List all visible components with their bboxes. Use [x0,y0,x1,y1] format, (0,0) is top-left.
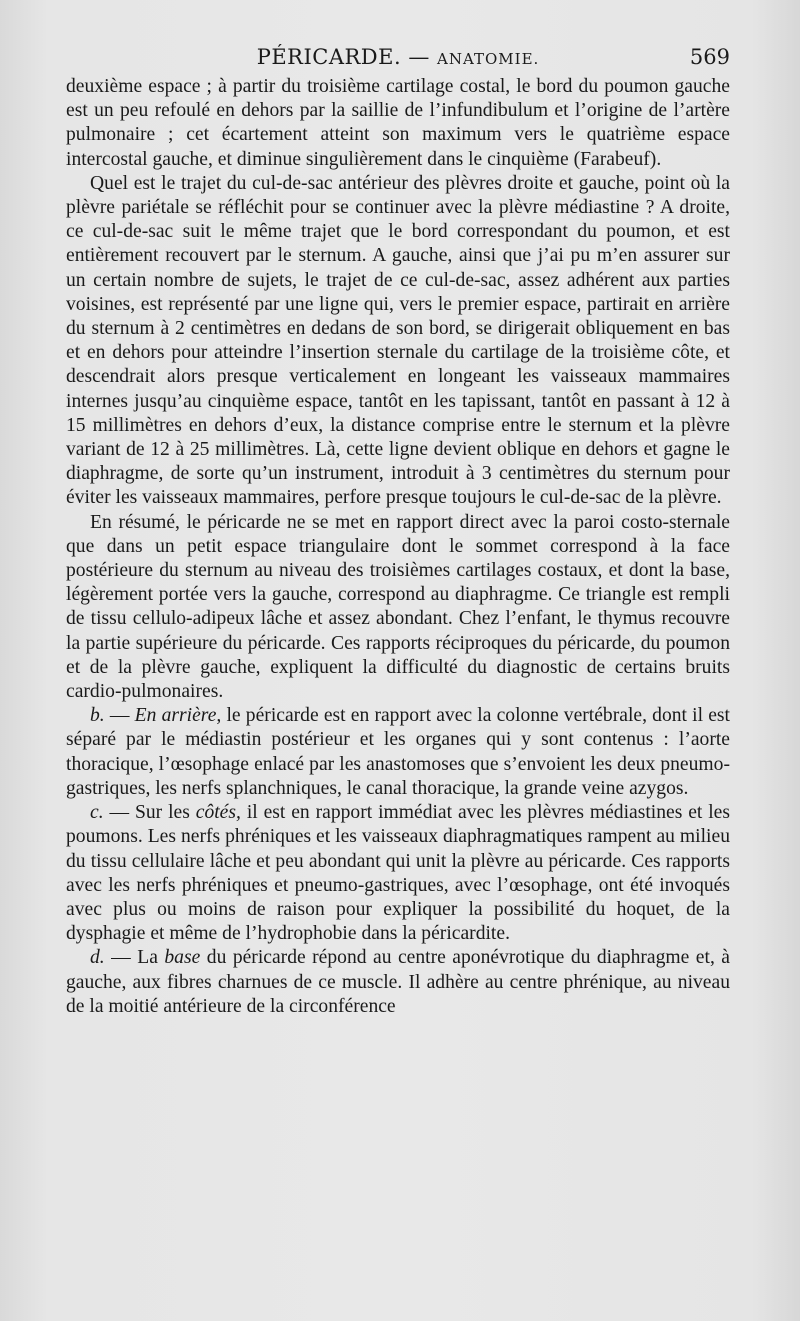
item-lead-c: côtés, [195,802,241,824]
item-text-d: du péricarde répond au centre aponévrotique du diaphragme et, à gauche, aux fibres charnues de ce muscle. Il adhère au centre phrénique, au niveau de la moitié antérieure de la circonférence [66,947,731,1017]
item-lead-d: base [164,947,201,969]
paragraph-6 [66,946,730,1019]
item-label-d: d. [90,947,105,969]
page-number: 569 [689,45,730,69]
chapter-title: PÉRICARDE. [256,45,402,69]
item-dash-d: — [111,947,131,969]
item-dash-c: — [109,802,130,824]
paragraph-5 [66,801,730,946]
item-pre-c: Sur les [134,802,190,824]
body-text [66,75,730,1019]
item-text-b: le péricarde est en rapport avec la colonne vertébrale, dont il est séparé par le médiastin postérieur et les organes qui y sont contenus : l’aorte thoracique, l’œsophage enlacé par les anastomoses que s’envoient les deux pneumo-gastriques, les nerfs splanchniques, le canal thoracique, la grande veine azygos. [66,705,731,799]
item-label-b: b. [90,705,105,727]
item-lead-b: En arrière, [134,705,222,727]
running-head [66,40,730,74]
item-dash-b: — [109,705,130,727]
item-pre-d: La [137,947,158,969]
item-label-c: c. [90,802,104,824]
paragraph-1: deuxième espace ; à partir du troisième cartilage costal, le bord du poumon gauche est un peu refoulé en dehors par la saillie de l’infundibulum et l’origine de l’artère pulmonaire ; cet écartement atteint son maximum vers le quatrième espace intercostal gauche, et diminue singulièrement dans le cinquième (Farabeuf). [66,76,730,170]
paragraph-4 [66,704,730,801]
paragraph-2: Quel est le trajet du cul-de-sac antérieur des plèvres droite et gauche, point où la plèvre pariétale se réfléchit pour se continuer avec la plèvre médiastine ? A droite, ce cul-de-sac suit le même trajet que le bord correspondant du poumon, et est entièrement recouvert par le sternum. A gauche, ainsi que j’ai pu m’en assurer sur un certain nombre de sujets, le trajet de ce cul-de-sac, assez adhérent aux parties voisines, est représenté par une ligne qui, vers le premier espace, partirait en arrière du sternum à 2 centimètres en dedans de son bord, se dirigerait obliquement en bas et en dehors pour atteindre l’insertion sternale du cartilage de la troisième côte, et descendrait alors presque verticalement en longeant les vaisseaux mammaires internes jusqu’au cinquième espace, tantôt en les tapissant, tantôt en passant à 12 à 15 millimètres en dehors d’eux, la distance comprise entre le sternum et la plèvre variant de 12 à 25 millimètres. Là, cette ligne devient oblique en dehors et gagne le diaphragme, de sorte qu’un instrument, introduit à 3 centimètres du sternum pour éviter les vaisseaux mammaires, perfore presque toujours le cul-de-sac de la plèvre. [66,172,730,509]
section-subtitle: ANATOMIE. [437,50,540,68]
item-text-c: il est en rapport immédiat avec les plèvres médiastines et les poumons. Les nerfs phréniques et les vaisseaux diaphragmatiques rampent au milieu du tissu cellulaire lâche et peu abondant qui unit la plèvre au péricarde. Ces rapports avec les nerfs phréniques et pneumo-gastriques, avec l’œsophage, ont été invoqués avec plus ou moins de raison pour expliquer la possibilité du hoquet, de la dysphagie et même de l’hydrophobie dans la péricardite. [66,802,731,945]
paragraph-3: En résumé, le péricarde ne se met en rapport direct avec la paroi costo-sternale que dans un petit espace triangulaire dont le sommet correspond à la face postérieure du sternum au niveau des troisièmes cartilages costaux, et dont la base, légèrement portée vers la gauche, correspond au diaphragme. Ce triangle est rempli de tissu cellulo-adipeux lâche et assez abondant. Chez l’enfant, le thymus recouvre la partie supérieure du péricarde. Ces rapports réciproques du péricarde, du poumon et de la plèvre gauche, expliquent la difficulté du diagnostic de certains bruits cardio-pulmonaires. [66,511,730,703]
title-dash: — [408,45,430,69]
running-title [66,40,730,76]
